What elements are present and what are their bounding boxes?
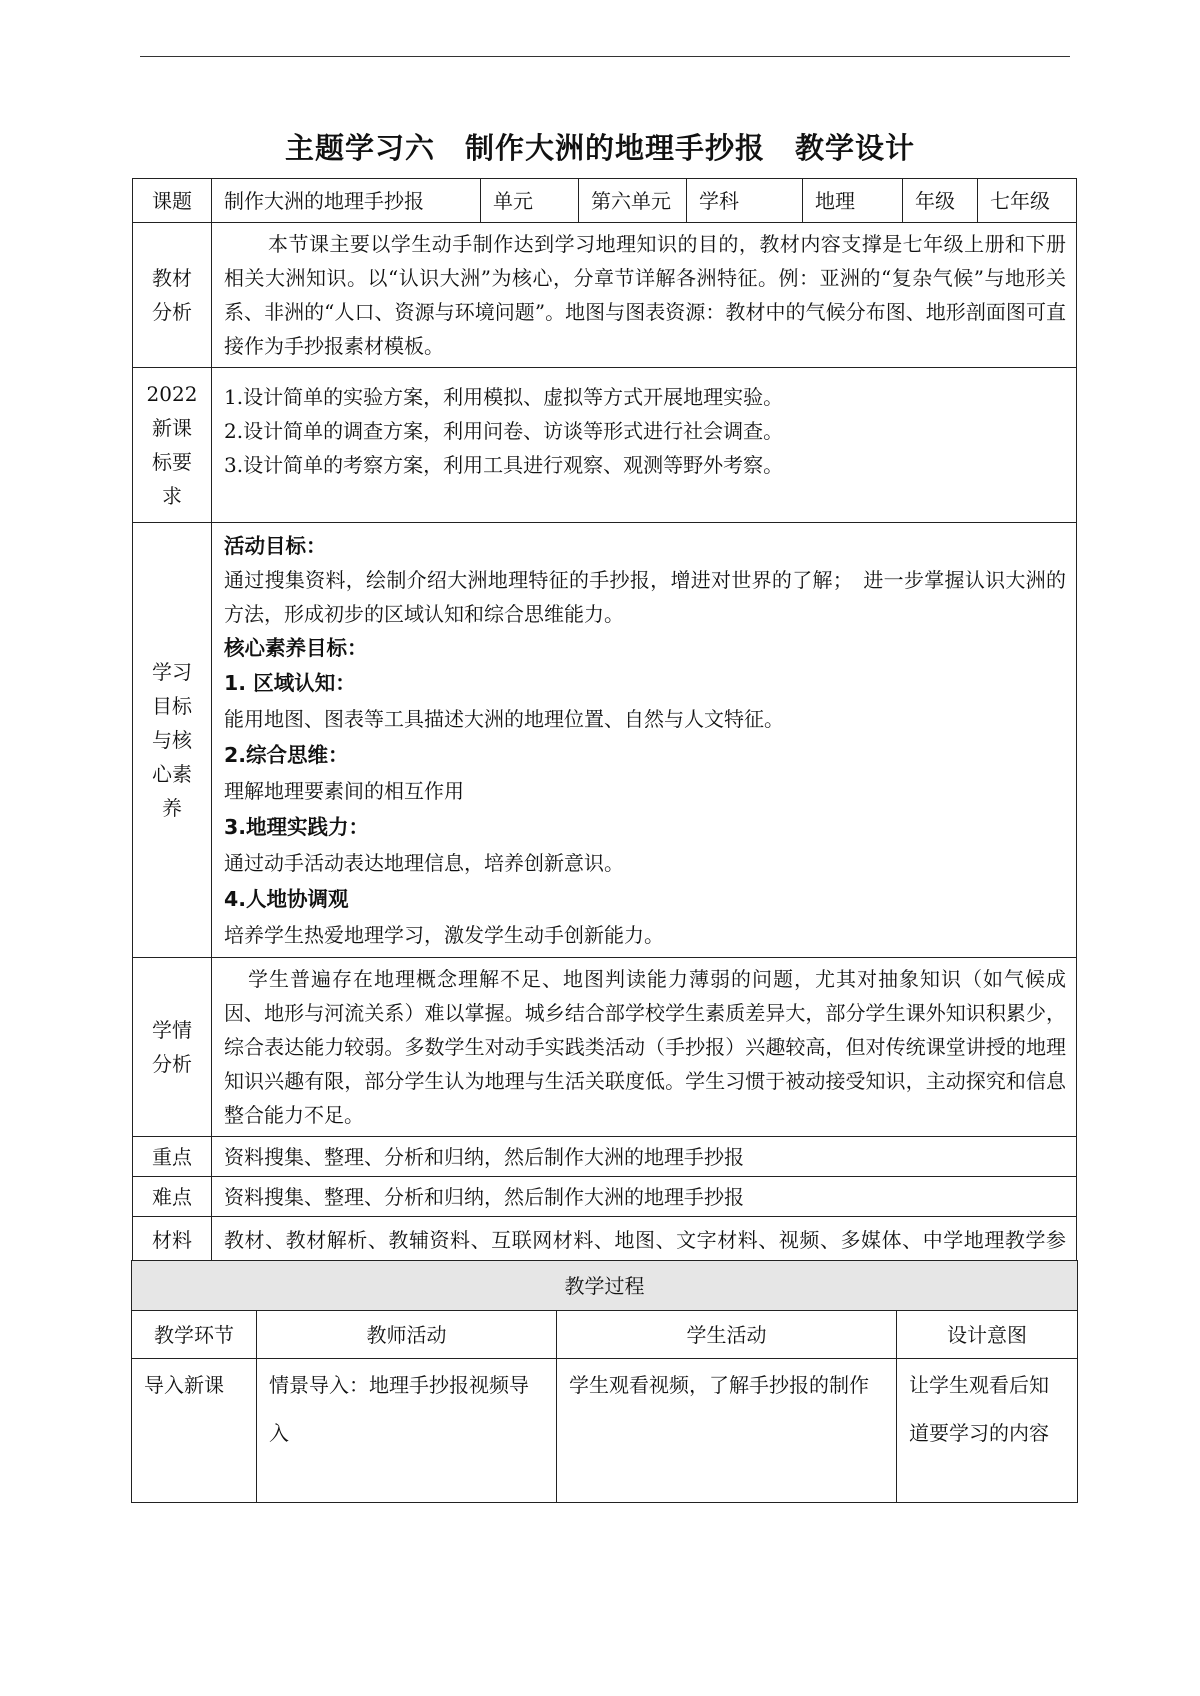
point-text: 通过动手活动表达地理信息，培养创新意识。: [224, 851, 624, 875]
student-analysis-text: 学生普遍存在地理概念理解不足、地图判读能力薄弱的问题，尤其对抽象知识（如气候成因、地形与河流关系）难以掌握。城乡结合部学校学生素质差异大，部分学生课外知识积累少，综合表达能力较弱。多数学生对动手实践类活动（手抄报）兴趣较高，但对传统课堂讲授的地理知识兴趣有限，部分学生认为地理与生活关联度低。学生习惯于被动接受知识，主动探究和信息整合能力不足。: [212, 958, 1077, 1137]
standard-item: 2.设计简单的调查方案，利用问卷、访谈等形式进行社会调查。: [224, 419, 784, 443]
teaching-process-table: [131, 1260, 1078, 1503]
topic-label: 课题: [133, 179, 212, 223]
standard-item: 1.设计简单的实验方案，利用模拟、虚拟等方式开展地理实验。: [224, 385, 784, 409]
label-line: 教材: [152, 266, 192, 290]
header-row: [133, 179, 1077, 223]
label-line: 标要: [152, 450, 192, 474]
label-line: 与核: [152, 728, 192, 752]
label-line: 养: [162, 796, 182, 820]
process-student-cell: 学生观看视频，了解手抄报的制作: [557, 1359, 897, 1503]
label-line: 求: [162, 484, 182, 508]
core-literacy-heading: 核心素养目标：: [224, 636, 368, 660]
column-header-student: 学生活动: [557, 1311, 897, 1359]
process-column-header-row: [132, 1311, 1078, 1359]
label-line: 分析: [152, 1052, 192, 1076]
label-line: 心素: [152, 762, 192, 786]
label-line: 2022: [146, 382, 198, 406]
document-title: 主题学习六 制作大洲的地理手抄报 教学设计: [284, 131, 915, 165]
objectives-label: [133, 523, 212, 958]
point-heading: 1. 区域认知：: [224, 671, 356, 695]
column-header-teacher: 教师活动: [257, 1311, 557, 1359]
difficult-point-text: 资料搜集、整理、分析和归纳，然后制作大洲的地理手抄报: [212, 1177, 1077, 1217]
unit-value: 第六单元: [579, 179, 687, 223]
label-line: 目标: [152, 694, 192, 718]
process-title: 教学过程: [132, 1261, 1078, 1311]
process-teacher-cell: 情景导入：地理手抄报视频导入: [257, 1359, 557, 1503]
student-analysis-row: [133, 958, 1077, 1137]
label-line: 学情: [152, 1018, 192, 1042]
header-rule: [140, 56, 1070, 57]
textbook-analysis-label: [133, 223, 212, 368]
label-line: 学习: [152, 660, 192, 684]
materials-text: 教材、教材解析、教辅资料、互联网材料、地图、文字材料、视频、多媒体、中学地理教学参: [212, 1217, 1077, 1297]
topic-value: 制作大洲的地理手抄报: [212, 179, 481, 223]
activity-goal-text: 通过搜集资料，绘制介绍大洲地理特征的手抄报，增进对世界的了解； 进一步掌握认识大洲的方法，形成初步的区域认知和综合思维能力。: [224, 568, 1066, 626]
point-heading: 4.人地协调观: [224, 887, 349, 911]
difficult-point-row: [133, 1177, 1077, 1217]
point-text: 能用地图、图表等工具描述大洲的地理位置、自然与人文特征。: [224, 707, 784, 731]
grade-value: 七年级: [978, 179, 1077, 223]
column-header-stage: 教学环节: [132, 1311, 257, 1359]
student-analysis-label: [133, 958, 212, 1137]
point-heading: 3.地理实践力：: [224, 815, 370, 839]
column-header-intent: 设计意图: [897, 1311, 1078, 1359]
table-row: [132, 1359, 1078, 1503]
process-stage-cell: 导入新课: [132, 1359, 257, 1503]
textbook-analysis-row: [133, 223, 1077, 368]
key-point-text: 资料搜集、整理、分析和归纳，然后制作大洲的地理手抄报: [212, 1137, 1077, 1177]
standards-label: [133, 368, 212, 523]
subject-value: 地理: [803, 179, 903, 223]
point-text: 理解地理要素间的相互作用: [224, 779, 464, 803]
objectives-content: [212, 523, 1077, 958]
lesson-info-table: [132, 178, 1077, 1297]
subject-label: 学科: [687, 179, 803, 223]
key-point-row: [133, 1137, 1077, 1177]
standards-list: [212, 368, 1077, 523]
standard-item: 3.设计简单的考察方案，利用工具进行观察、观测等野外考察。: [224, 453, 784, 477]
grade-label: 年级: [903, 179, 978, 223]
key-point-label: 重点: [133, 1137, 212, 1177]
process-title-row: [132, 1261, 1078, 1311]
unit-label: 单元: [481, 179, 579, 223]
standards-row: [133, 368, 1077, 523]
point-text: 培养学生热爱地理学习，激发学生动手创新能力。: [224, 923, 664, 947]
textbook-analysis-text: 本节课主要以学生动手制作达到学习地理知识的目的，教材内容支撑是七年级上册和下册相关大洲知识。以“认识大洲”为核心，分章节详解各洲特征。例：亚洲的“复杂气候”与地形关系、非洲的“人口、资源与环境问题”。地图与图表资源：教材中的气候分布图、地形剖面图可直接作为手抄报素材模板。: [212, 223, 1077, 368]
process-intent-cell: 让学生观看后知道要学习的内容: [897, 1359, 1078, 1503]
objectives-row: [133, 523, 1077, 958]
label-line: 分析: [152, 300, 192, 324]
activity-goal-heading: 活动目标：: [224, 534, 327, 558]
difficult-point-label: 难点: [133, 1177, 212, 1217]
label-line: 新课: [152, 416, 192, 440]
label-line: 材料: [152, 1227, 192, 1252]
point-heading: 2.综合思维：: [224, 743, 349, 767]
